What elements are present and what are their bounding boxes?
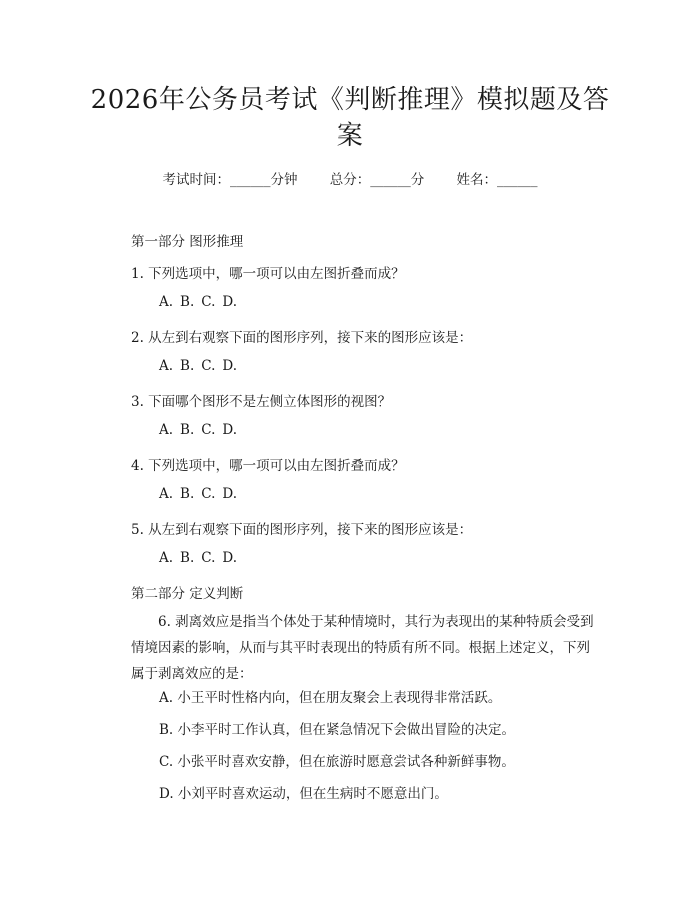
option-a: A. xyxy=(159,422,174,438)
section-heading-2: 第二部分 定义判断 xyxy=(131,586,244,602)
question-1: 1. 下列选项中，哪一项可以由左图折叠而成？ xyxy=(131,266,405,282)
question-6-option-a: A. 小王平时性格内向，但在朋友聚会上表现得非常活跃。 xyxy=(159,690,502,706)
question-6-option-b: B. 小李平时工作认真，但在紧急情况下会做出冒险的决定。 xyxy=(159,722,516,738)
question-3-options xyxy=(159,422,244,438)
option-d: D. xyxy=(222,550,238,566)
question-2-options xyxy=(159,358,244,374)
question-4: 4. 下列选项中，哪一项可以由左图折叠而成？ xyxy=(131,458,405,474)
question-6: 6. 剥离效应是指当个体处于某种情境时，其行为表现出的某种特质会受到情境因素的影响，从而与其平时表现出的特质有所不同。根据上述定义，下列属于剥离效应的是： xyxy=(131,614,594,682)
option-c: C. xyxy=(201,358,216,374)
option-d: D. xyxy=(222,358,238,374)
option-b: B. xyxy=(180,358,195,374)
option-a: A. xyxy=(159,358,174,374)
question-4-options xyxy=(159,486,244,502)
option-d: D. xyxy=(222,422,238,438)
option-b: B. xyxy=(180,294,195,310)
option-c: C. xyxy=(201,294,216,310)
total-score-field: 总分：______分 xyxy=(329,172,425,188)
question-5-options xyxy=(159,550,244,566)
option-d: D. xyxy=(222,294,238,310)
question-6-option-d: D. 小刘平时喜欢运动，但在生病时不愿意出门。 xyxy=(159,786,448,802)
option-a: A. xyxy=(159,294,174,310)
option-a: A. xyxy=(159,486,174,502)
option-c: C. xyxy=(201,422,216,438)
exam-time-field: 考试时间：______分钟 xyxy=(162,172,298,188)
option-c: C. xyxy=(201,486,216,502)
option-b: B. xyxy=(180,486,195,502)
document-title: 2026年公务员考试《判断推理》模拟题及答案 xyxy=(90,85,610,151)
option-b: B. xyxy=(180,550,195,566)
question-1-options xyxy=(159,294,244,310)
question-5: 5. 从左到右观察下面的图形序列，接下来的图形应该是： xyxy=(131,522,473,538)
question-3: 3. 下面哪个图形不是左侧立体图形的视图？ xyxy=(131,394,392,410)
exam-info-line xyxy=(0,168,700,188)
option-a: A. xyxy=(159,550,174,566)
question-6-option-c: C. 小张平时喜欢安静，但在旅游时愿意尝试各种新鲜事物。 xyxy=(159,754,515,770)
option-d: D. xyxy=(222,486,238,502)
option-c: C. xyxy=(201,550,216,566)
question-2: 2. 从左到右观察下面的图形序列，接下来的图形应该是： xyxy=(131,330,473,346)
option-b: B. xyxy=(180,422,195,438)
section-heading-1: 第一部分 图形推理 xyxy=(131,234,244,250)
name-field: 姓名：______ xyxy=(456,172,538,188)
